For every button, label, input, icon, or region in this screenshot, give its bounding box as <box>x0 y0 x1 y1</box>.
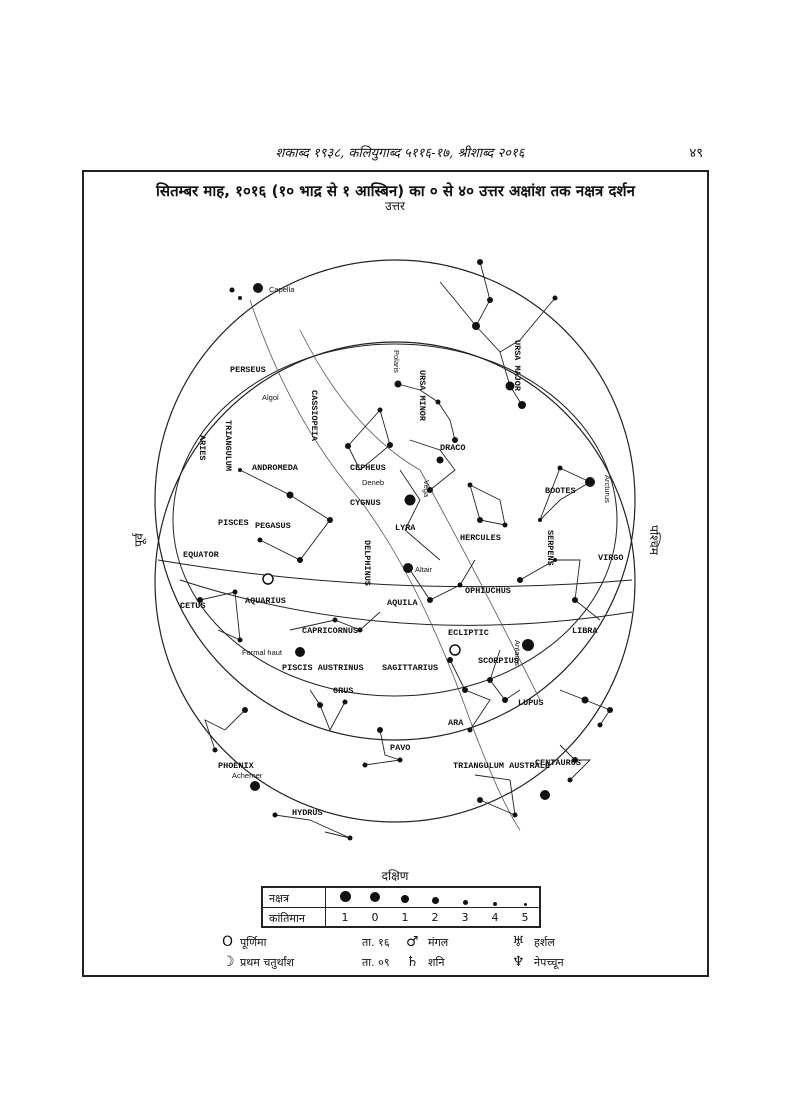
star-arcturus: Arcturus <box>603 475 612 503</box>
symbol-legend <box>222 934 602 974</box>
west-label: पश्चिम <box>647 525 661 555</box>
mars-icon: ♂ <box>406 934 419 950</box>
full-moon-icon: O <box>222 934 234 950</box>
mag-value: 3 <box>461 911 469 924</box>
mag-value: 2 <box>431 911 439 924</box>
label-cepheus: CEPHEUS <box>350 463 386 473</box>
label-hercules: HERCULES <box>460 533 501 543</box>
neptune-label: नेपच्चून <box>534 956 564 969</box>
page-number: ४९ <box>689 146 703 161</box>
east-label: पूर्व <box>132 533 146 547</box>
star-antares: Antares <box>513 640 522 666</box>
label-andromeda: ANDROMEDA <box>252 463 298 473</box>
full-moon-date: ता. १६ <box>362 936 390 949</box>
label-draco: DRACO <box>440 443 466 453</box>
first-quarter-date: ता. ०९ <box>362 956 390 969</box>
label-equator: EQUATOR <box>183 550 219 560</box>
magnitude-legend <box>261 886 541 928</box>
label-delphinus: DELPHINUS <box>362 540 372 586</box>
south-label: दक्षिण <box>381 869 409 883</box>
full-moon-label: पूर्णिमा <box>240 936 267 949</box>
label-perseus: PERSEUS <box>230 365 266 375</box>
label-sagittarius: SAGITTARIUS <box>382 663 439 673</box>
label-ara: ARA <box>448 718 464 728</box>
mag-value: 1 <box>401 911 409 924</box>
label-bootes: BOOTES <box>545 486 576 496</box>
label-aries: ARIES <box>197 435 207 461</box>
label-ophiuchus: OPHIUCHUS <box>465 586 511 596</box>
label-cassiopeia: CASSIOPEIA <box>309 390 319 442</box>
saturn-label: शनि <box>428 956 445 969</box>
label-aquarius: AQUARIUS <box>245 596 286 606</box>
label-cygnus: CYGNUS <box>350 498 381 508</box>
saturn-icon: ♄ <box>406 954 419 970</box>
label-pegasus: PEGASUS <box>255 521 291 531</box>
star-deneb: Deneb <box>362 478 385 487</box>
mag-dot-0 <box>365 892 385 905</box>
star-capella: Capella <box>269 285 295 294</box>
star-altair: Altair <box>415 565 433 574</box>
mag-value: 5 <box>521 911 529 924</box>
label-scorpius: SCORPIUS <box>478 656 519 666</box>
mag-value: 0 <box>371 911 379 924</box>
mag-dot-2 <box>425 894 445 907</box>
label-pavo: PAVO <box>390 743 411 753</box>
first-quarter-icon: ☽ <box>222 954 235 970</box>
label-grus: GRUS <box>333 686 354 696</box>
star-algol: Algol <box>262 393 279 402</box>
uranus-icon: ♅ <box>512 934 525 950</box>
label-centaurus: CENTAURUS <box>535 758 581 768</box>
chart-title: सितम्बर माह, १०१६ (१० भाद्र से १ आस्बिन) का ० से ४० उत्तर अक्षांश तक नक्षत्र दर्शन <box>156 182 635 200</box>
mag-value: 1 <box>341 911 349 924</box>
star-fomalhaut: Formal haut <box>242 648 283 657</box>
label-ursa-major: URSA MAJOR <box>512 340 522 392</box>
label-serpens: SERPENS <box>545 530 555 566</box>
mag-value: 4 <box>491 911 499 924</box>
magnitude-value-row <box>263 908 539 927</box>
label-pisces: PISCES <box>218 518 249 528</box>
star-vega: Vega <box>422 480 431 498</box>
neptune-icon: ♆ <box>512 954 525 970</box>
label-piscis-austrinus: PISCIS AUSTRINUS <box>282 663 364 673</box>
star-row-label: नक्षत्र <box>269 892 290 905</box>
label-phoenix: PHOENIX <box>218 761 254 771</box>
label-lyra: LYRA <box>395 523 416 533</box>
label-aquila: AQUILA <box>387 598 418 608</box>
label-ursa-minor: URSA MINOR <box>417 370 427 422</box>
label-virgo: VIRGO <box>598 553 624 563</box>
label-capricornus: CAPRICORNUS <box>302 626 359 636</box>
uranus-label: हर्शल <box>534 936 555 949</box>
label-triangulum: TRIANGULUM <box>223 420 233 472</box>
mag-dot-1b <box>395 893 415 906</box>
mag-dot-3 <box>455 895 475 908</box>
star-achernar: Acherner <box>232 771 263 780</box>
north-label: उत्तर <box>385 199 405 213</box>
magnitude-row-label: कांतिमान <box>269 912 305 925</box>
mag-dot-1 <box>335 891 355 905</box>
label-ecliptic: ECLIPTIC <box>448 628 489 638</box>
label-lupus: LUPUS <box>518 698 544 708</box>
magnitude-star-row <box>263 888 539 908</box>
mars-label: मंगल <box>428 936 449 949</box>
first-quarter-label: प्रथम चतुर्थांश <box>240 956 294 969</box>
running-title: शकाब्द १९३८, कलियुगाब्द ५११६-१७, श्रीशाब्द २०१६ <box>275 146 525 161</box>
label-libra: LIBRA <box>572 626 598 636</box>
label-cetus: CETUS <box>180 601 206 611</box>
star-polaris: Polaris <box>392 350 401 373</box>
label-triangulum-australe: TRIANGULUM AUSTRALE <box>453 761 550 771</box>
label-hydrus: HYDRUS <box>292 808 323 818</box>
